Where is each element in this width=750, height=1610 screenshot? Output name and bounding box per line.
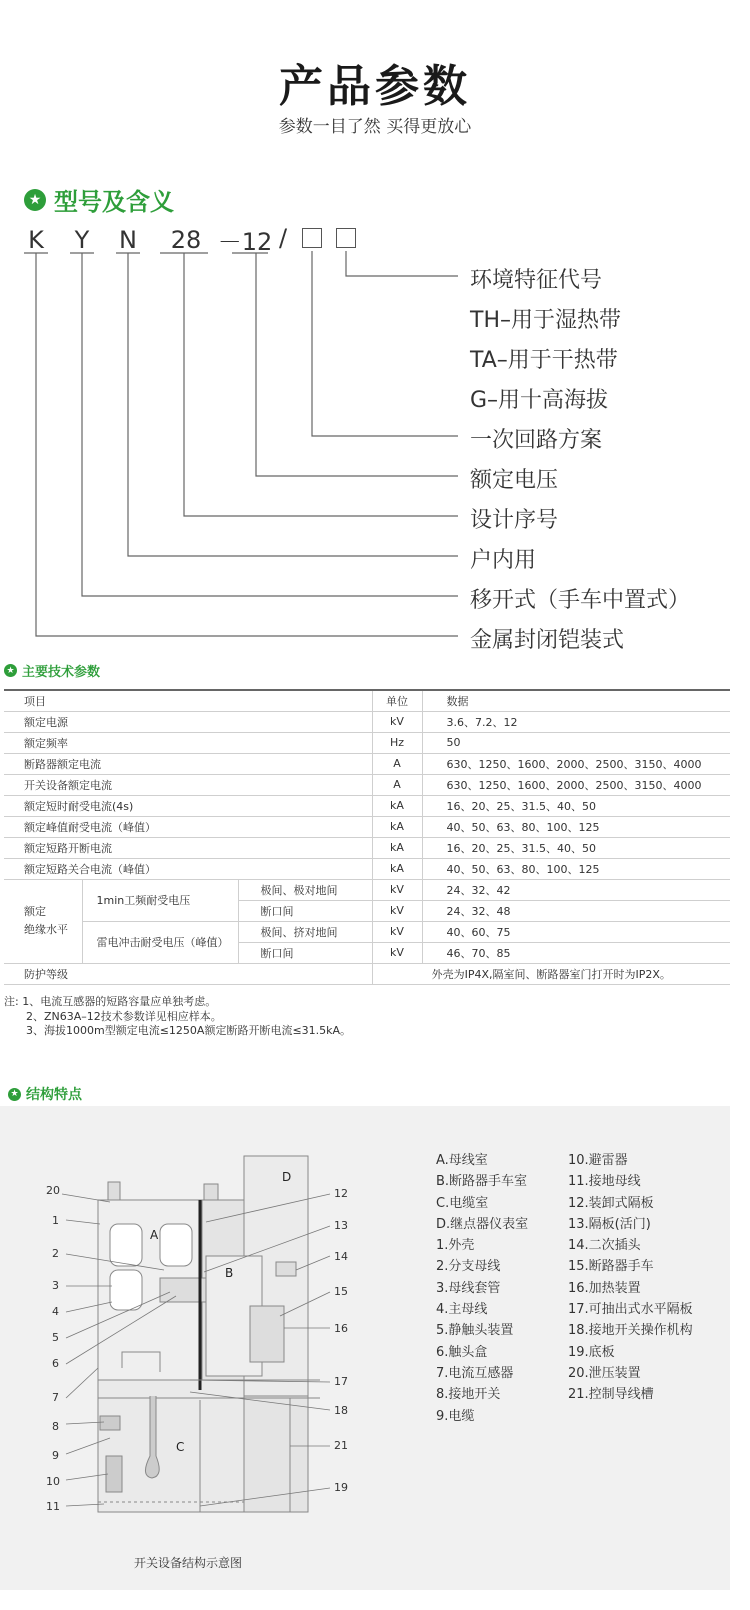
model-char-12: －12 (217, 228, 273, 256)
meaning-3: TA–用于干热带 (470, 348, 618, 373)
meaning-1: 环境特征代号 (470, 268, 603, 293)
meaning-8: 户内用 (470, 548, 537, 573)
table-row: 额定电源 kV 3.6、7.2、12 (4, 711, 730, 732)
callout-14: 14 (334, 1250, 348, 1263)
note-3: 3、海拔1000m型额定电流≤1250A额定断路开断电流≤31.5kA。 (26, 1024, 352, 1037)
table-row: 断路器额定电流 A 630、1250、1600、2000、2500、3150、4000 (4, 753, 730, 774)
meaning-5: 一次回路方案 (470, 428, 603, 453)
callout-16: 16 (334, 1322, 348, 1335)
callout-5: 5 (52, 1331, 59, 1344)
callout-15: 15 (334, 1285, 348, 1298)
table-row: 断口间 kV 46、70、85 (4, 942, 730, 963)
spec-table (4, 689, 730, 985)
structure-heading-text: 结构特点 (26, 1087, 82, 1103)
model-connector-lines (0, 0, 750, 660)
switchgear-diagram (0, 1106, 430, 1590)
star-icon: ★ (24, 189, 46, 211)
star-icon: ★ (8, 1088, 21, 1101)
insulation-group-2: 雷电冲击耐受电压（峰值） (82, 921, 238, 963)
table-row: 额定短时耐受电流(4s) kA 16、20、25、31.5、40、50 (4, 795, 730, 816)
model-char-n: N (119, 226, 137, 254)
note-2: 2、ZN63A–12技术参数详见相应样本。 (26, 1010, 222, 1023)
table-row: 额定峰值耐受电流（峰值） kA 40、50、63、80、100、125 (4, 816, 730, 837)
callout-12: 12 (334, 1187, 348, 1200)
callout-13: 13 (334, 1219, 348, 1232)
model-char-28: 28 (170, 226, 202, 254)
table-row: 额定短路关合电流（峰值） kA 40、50、63、80、100、125 (4, 858, 730, 879)
meaning-10: 金属封闭铠装式 (470, 628, 625, 653)
table-row: 额定短路开断电流 kA 16、20、25、31.5、40、50 (4, 837, 730, 858)
header-item: 项目 (4, 690, 372, 711)
meaning-4: G–用十高海拔 (470, 388, 609, 413)
meaning-9: 移开式（手车中置式） (470, 588, 691, 613)
label-a: A (150, 1228, 159, 1242)
meaning-6: 额定电压 (470, 468, 559, 493)
model-char-k: K (28, 226, 44, 254)
table-header-row (4, 690, 730, 711)
legend-right: 10.避雷器 11.接地母线 12.装卸式隔板 13.隔板(活门) 14.二次插头 15.断路器手车 16.加热装置 17.可抽出式水平隔板 18.接地开关操作机构 19.底板 20.泄压装置 21.控制导线槽 (568, 1153, 693, 1403)
legend-left: A.母线室 B.断路器手车室 C.电缆室 D.继点器仪表室 1.外壳 2.分支母线 3.母线套管 4.主母线 5.静触头装置 6.触头盒 7.电流互感器 8.接地开关 9.电缆 (436, 1153, 529, 1424)
callout-21: 21 (334, 1439, 348, 1452)
diagram-caption: 开关设备结构示意图 (134, 1556, 243, 1570)
label-c: C (176, 1440, 185, 1454)
callout-3: 3 (52, 1279, 59, 1292)
callout-18: 18 (334, 1404, 348, 1417)
tech-heading-text: 主要技术参数 (22, 665, 101, 680)
table-row: 雷电冲击耐受电压（峰值） 极间、挤对地间 kV 40、60、75 (4, 921, 730, 942)
callout-9: 9 (52, 1449, 59, 1462)
page-subtitle: 参数一目了然 买得更放心 (278, 117, 472, 137)
structure-section-heading (8, 1084, 82, 1104)
table-row: 额定 绝缘水平 1min工频耐受电压 极间、极对地间 kV 24、32、42 (4, 879, 730, 900)
model-char-y: Y (74, 226, 90, 254)
callout-8: 8 (52, 1420, 59, 1433)
callout-11: 11 (46, 1500, 60, 1513)
table-row: 防护等级 外壳为IP4X,隔室间、断路器室门打开时为IP2X。 (4, 963, 730, 984)
label-b: B (225, 1266, 234, 1280)
model-char-slash: / (278, 224, 288, 252)
model-heading-text: 型号及含义 (54, 188, 174, 216)
tech-section-heading (4, 661, 100, 680)
star-icon: ★ (4, 664, 17, 677)
callout-7: 7 (52, 1391, 59, 1404)
callout-20: 20 (46, 1184, 60, 1197)
insulation-label: 额定 绝缘水平 (4, 879, 82, 963)
callout-6: 6 (52, 1357, 59, 1370)
table-row: 断口间 kV 24、32、48 (4, 900, 730, 921)
label-d: D (282, 1170, 292, 1184)
page-title: 产品参数 (279, 61, 471, 112)
callout-2: 2 (52, 1247, 59, 1260)
callout-4: 4 (52, 1305, 59, 1318)
table-row: 开关设备额定电流 A 630、1250、1600、2000、2500、3150、4000 (4, 774, 730, 795)
table-row: 额定频率 Hz 50 (4, 732, 730, 753)
note-1: 注: 1、电流互感器的短路容量应单独考虑。 (4, 995, 217, 1008)
header-unit: 单位 (372, 690, 422, 711)
header-data: 数据 (422, 690, 730, 711)
callout-19: 19 (334, 1481, 348, 1494)
callout-1: 1 (52, 1214, 59, 1227)
insulation-group-1: 1min工频耐受电压 (82, 879, 238, 921)
meaning-7: 设计序号 (470, 508, 559, 533)
meaning-2: TH–用于湿热带 (470, 308, 621, 333)
callout-17: 17 (334, 1375, 348, 1388)
callout-10: 10 (46, 1475, 60, 1488)
